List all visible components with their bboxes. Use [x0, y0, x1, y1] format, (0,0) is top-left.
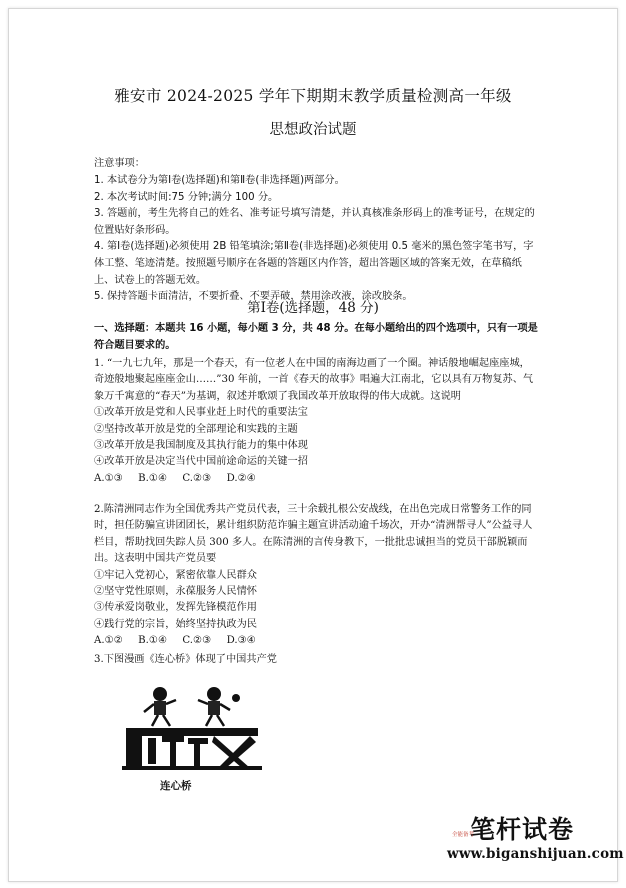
- option-a: A.①②: [94, 635, 123, 647]
- statement: ③改革开放是我国制度及其执行能力的集中体现: [94, 440, 308, 452]
- option-d: D.②④: [226, 472, 256, 484]
- notes-heading: 注意事项：: [94, 158, 145, 169]
- option-d: D.③④: [226, 635, 256, 647]
- note-item: 4. 第Ⅰ卷(选择题)必须使用 2B 铅笔填涂;第Ⅱ卷(非选择题)必须使用 0.5 毫米的黑色签字笔书写，字体工整、笔迹清楚。按照题号顺序在各题的答题区内作答，超出答题区域的答案无效，在草稿纸上、试卷上的答题无效。: [94, 241, 534, 286]
- option-c: C.②③: [182, 635, 212, 647]
- question-stem: 3.下图漫画《连心桥》体现了中国共产党: [94, 654, 277, 665]
- watermark-tag: 全能备考: [452, 832, 475, 838]
- question-1: [94, 356, 539, 487]
- notes-list: [94, 173, 539, 306]
- watermark-url: www.biganshijuan.com: [447, 846, 624, 862]
- exam-title: 雅安市 2024-2025 学年下期期末教学质量检测高一年级: [114, 87, 512, 105]
- bridge-shape: [122, 728, 262, 770]
- note-item: 5. 保持答题卡面清洁，不要折叠、不要弄破，禁用涂改液，涂改胶条。: [94, 291, 413, 303]
- watermark-title: 笔杆试卷: [470, 815, 575, 844]
- statement: ④改革开放是决定当代中国前途命运的关键一招: [94, 456, 308, 468]
- note-item: 1. 本试卷分为第Ⅰ卷(选择题)和第Ⅱ卷(非选择题)两部分。: [94, 175, 345, 186]
- question-3: [94, 652, 539, 668]
- option-a: A.①③: [94, 472, 123, 484]
- exam-subtitle: 思想政治试题: [269, 122, 357, 138]
- statement: ②坚守党性原则，永葆服务人民情怀: [94, 586, 257, 598]
- statement: ①牢记入党初心，紧密依靠人民群众: [94, 569, 257, 581]
- bridge-cartoon: [118, 676, 268, 796]
- option-b: B.①④: [138, 635, 168, 647]
- cartoon-caption: 连心桥: [160, 780, 192, 792]
- section-instruction: 一、选择题：本题共 16 小题，每小题 3 分，共 48 分。在每小题给出的四个选项中，只有一项是符合题目要求的。: [94, 323, 538, 351]
- statement: ③传承爱岗敬业，发挥先锋模范作用: [94, 602, 257, 614]
- statement: ②坚持改革开放是党的全部理论和实践的主题: [94, 423, 298, 435]
- question-2: [94, 502, 539, 650]
- answer-options: [94, 471, 539, 487]
- answer-options: [94, 633, 539, 649]
- note-item: 3. 答题前，考生先将自己的姓名、准考证号填写清楚，并认真核准条形码上的准考证号，在规定的位置贴好条形码。: [94, 208, 535, 236]
- figure-right: [198, 687, 240, 726]
- question-stem: 1. “一九七九年，那是一个春天，有一位老人在中国的南海边画了一个圈。神话般地崛起座座城，奇迹般地聚起座座金山……”30 年前，一首《春天的故事》唱遍大江南北，它以具有万物复苏、气象万千寓意的“春天”为基调，叙述并歌颂了我国改革开放取得的伟大成就。这说明: [94, 358, 534, 402]
- option-c: C.②③: [182, 472, 212, 484]
- section-title: 第Ⅰ卷(选择题，48 分): [247, 300, 379, 316]
- note-item: 2. 本次考试时间:75 分钟;满分 100 分。: [94, 191, 279, 203]
- statement: ④践行党的宗旨，始终坚持执政为民: [94, 618, 257, 630]
- figure-left: [144, 687, 176, 726]
- question-stem: 2.陈清洲同志作为全国优秀共产党员代表，三十余载扎根公安战线，在出色完成日常警务工作的同时，担任防骗宣讲团团长，累计组织防范诈骗主题宣讲活动逾千场次，开办“清洲帮寻人”公益寻人栏目，帮助找回失踪人员 300 多人。在陈清洲的言传身教下，一批批忠诚担当的党员干部脱颖而出。这表明中国共产党员要: [94, 504, 533, 565]
- option-b: B.①④: [138, 472, 168, 484]
- statement: ①改革开放是党和人民事业赶上时代的重要法宝: [94, 407, 308, 419]
